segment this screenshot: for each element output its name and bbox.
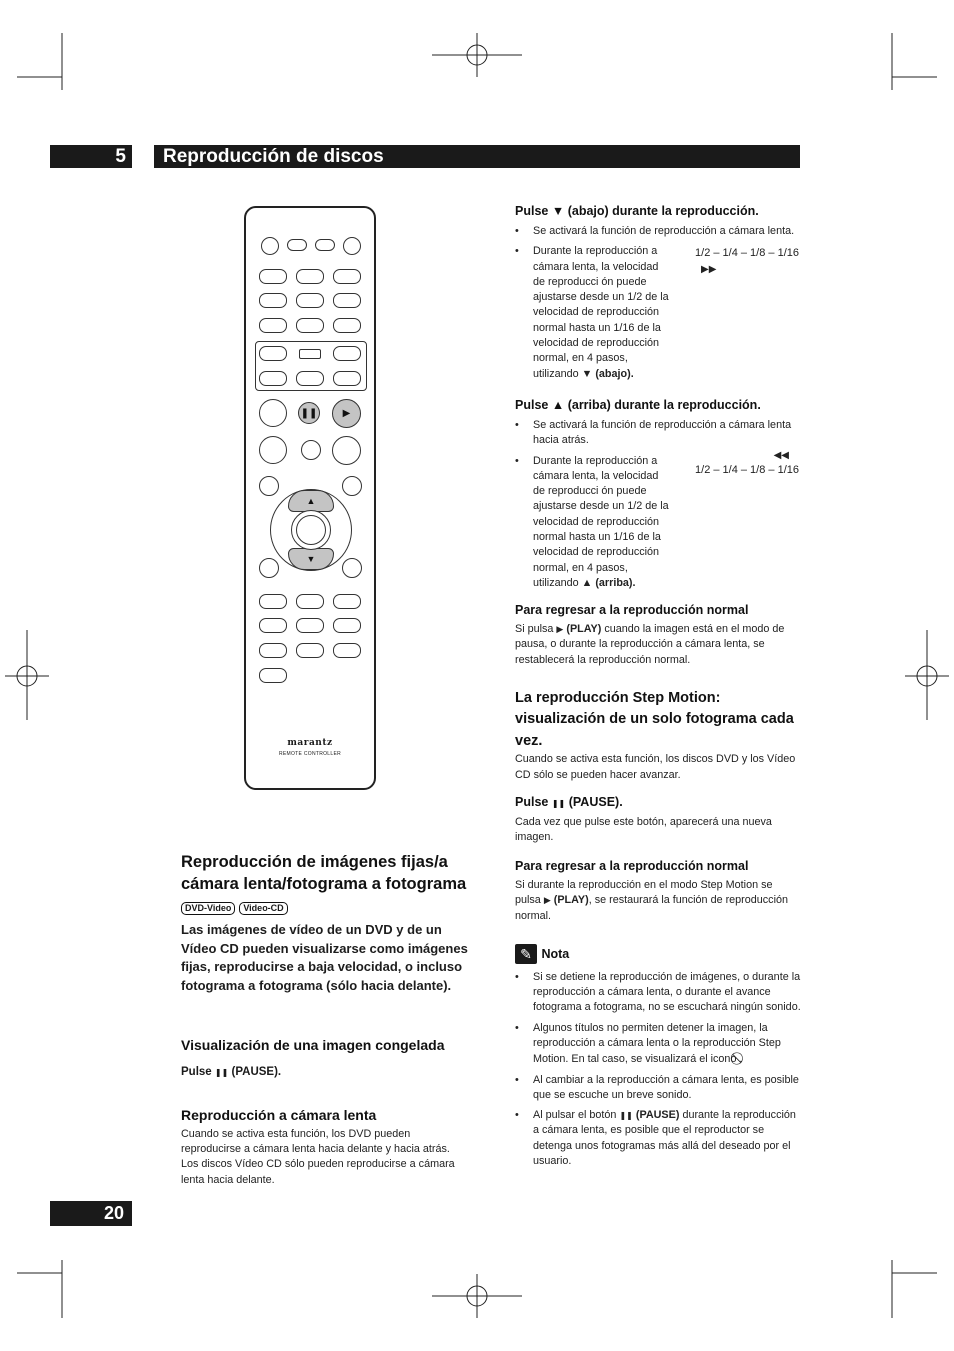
- remote-button: [333, 318, 361, 333]
- remote-pause-button: [298, 402, 320, 424]
- remote-button: [333, 346, 361, 361]
- return2-heading: Para regresar a la reproducción normal: [515, 859, 749, 874]
- remote-enter-inner: [296, 515, 326, 545]
- slow-text: Cuando se activa esta función, los DVD pueden reproducirse a cámara lenta hacia delante y hacia atrás. Los discos Vídeo CD sólo pueden reproducirse a cámara lenta hacia delante.: [181, 1128, 455, 1186]
- remote-button: [296, 643, 324, 658]
- remote-button: [333, 643, 361, 658]
- up-triangle-icon: ▲: [306, 496, 316, 506]
- remote-button: [296, 269, 324, 284]
- remote-brand-logo: marantz: [287, 738, 333, 748]
- speed-sequence-text: 1/2 – 1/4 – 1/8 – 1/16: [695, 247, 799, 260]
- step-pause-heading: [515, 795, 801, 809]
- step-down-detail: Durante la reproducción a cámara lenta, la velocidad de reproducci ón puede ajustarse desde un 1/2 de la velocidad de reproducción normal hasta un 1/16 de la velocidad de reproducción normal, en 4 pasos, utilizando: [533, 245, 669, 380]
- play-triangle-icon: ▶: [556, 624, 564, 635]
- remote-button: [259, 269, 287, 284]
- remote-button: [299, 349, 321, 359]
- list-item: [515, 449, 801, 592]
- remote-button: [261, 237, 279, 255]
- rewind-icon: • ◀◀: [773, 449, 789, 461]
- play-triangle-icon: ▶: [543, 895, 551, 906]
- remote-brand-sub: REMOTE CONTROLLER: [278, 751, 342, 757]
- remote-button: [296, 594, 324, 609]
- up-triangle-icon: ▲: [551, 397, 565, 412]
- up-triangle-icon: ▲: [581, 576, 593, 589]
- remote-control-illustration: [244, 206, 376, 790]
- slow-heading: Reproducción a cámara lenta: [181, 1107, 377, 1123]
- return-pre: Si pulsa: [515, 623, 554, 636]
- freeze-key: (PAUSE).: [231, 1066, 282, 1078]
- return-post: cuando la imagen está en el modo de pausa, o durante la reproducción a cámara lenta, se restablecerá la reproducción normal.: [515, 623, 785, 666]
- pencil-note-icon: ✎: [515, 944, 537, 964]
- freeze-instruction: [181, 1066, 281, 1078]
- list-item: • Algunos títulos no permiten detener la imagen, la reproducción a cámara lenta o la reproducción Step Motion. En tal caso, se visualizará el icono .: [515, 1021, 801, 1068]
- remote-up-button: [288, 490, 334, 512]
- remote-button: [259, 399, 287, 427]
- return2-text: [515, 878, 801, 924]
- section-heading: [181, 851, 481, 895]
- remote-play-button: [332, 399, 361, 428]
- badge-video-cd: Video-CD: [239, 902, 287, 915]
- section-heading-line: cámara lenta/fotograma a fotograma: [181, 875, 467, 893]
- pause-icon: ❚❚: [300, 407, 318, 419]
- remote-button: [333, 594, 361, 609]
- return-key: (PLAY): [566, 623, 602, 636]
- step-motion-heading: La reproducción Step Motion: visualización de un solo fotograma cada vez.: [515, 689, 794, 749]
- remote-button: [259, 643, 287, 658]
- remote-button: [315, 239, 335, 251]
- step-up-detail: Durante la reproducción a cámara lenta, la velocidad de reproducci ón puede ajustarse desde un 1/2 de la velocidad de reproducción normal hasta un 1/16 de la velocidad de reproducción normal, en 4 pasos, utilizando: [533, 454, 669, 589]
- remote-button: [296, 293, 324, 308]
- remote-button: [259, 318, 287, 333]
- list-item: • Si se detiene la reproducción de imágenes, o durante la reproducción a cámara lenta, o durante el avance fotograma a fotograma, no se escuchará ningún sonido.: [515, 970, 801, 1016]
- remote-button: [296, 371, 324, 386]
- speed-sequence: [695, 246, 799, 277]
- remote-button: [259, 668, 287, 683]
- step-pause-pre: Pulse: [515, 794, 549, 809]
- down-triangle-icon: ▼: [581, 367, 593, 380]
- note-b4-post: durante la reproducción a cámara lenta, es posible que el reproductor se detenga unos fotogramas más allá del deseado por el usuario.: [533, 1109, 796, 1168]
- remote-button: [342, 558, 362, 578]
- remote-button: [259, 346, 287, 361]
- pause-icon: ❚❚: [214, 1068, 229, 1077]
- step-up-heading: [515, 398, 801, 412]
- chapter-number: 5: [50, 145, 132, 168]
- badge-dvd-video: DVD-Video: [181, 902, 235, 915]
- remote-button: [287, 239, 307, 251]
- down-triangle-icon: ▼: [551, 204, 565, 218]
- freeze-heading: Visualización de una imagen congelada: [181, 1037, 445, 1053]
- pause-icon: ❚❚: [619, 1111, 633, 1121]
- step-down-pre: Pulse: [515, 204, 549, 218]
- remote-button: [333, 293, 361, 308]
- speed-sequence-text: 1/2 – 1/4 – 1/8 – 1/16: [695, 463, 799, 476]
- return-text: [515, 622, 801, 668]
- list-item: • Se activará la función de reproducción a cámara lenta hacia atrás.: [515, 418, 801, 449]
- remote-button: [333, 618, 361, 633]
- note-b4-key: (PAUSE): [635, 1109, 680, 1122]
- remote-button: [259, 558, 279, 578]
- remote-button: [333, 269, 361, 284]
- pause-icon: ❚❚: [551, 798, 566, 808]
- remote-button: [259, 618, 287, 633]
- remote-button: [333, 371, 361, 386]
- list-item: • Se activará la función de reproducción a cámara lenta.: [515, 224, 801, 239]
- intro-text: Las imágenes de vídeo de un DVD y de un Vídeo CD pueden visualizarse como imágenes fijas, reproducirse a baja velocidad, o incluso fotograma a fotograma (sólo hacia delante).: [181, 922, 468, 993]
- step-pause-key: (PAUSE).: [568, 794, 623, 809]
- right-column: [515, 204, 801, 1174]
- step-down-list: [515, 224, 801, 382]
- remote-button: [343, 237, 361, 255]
- play-triangle-icon: ▶: [342, 408, 351, 419]
- step-motion-text: Cuando se activa esta función, los discos DVD y los Vídeo CD sólo se pueden hacer avanzar.: [515, 753, 796, 781]
- remote-down-button: [288, 548, 334, 570]
- freeze-pre: Pulse: [181, 1066, 212, 1078]
- section-heading-line: Reproducción de imágenes fijas/a: [181, 853, 448, 871]
- list-item: [515, 244, 801, 382]
- remote-button: [259, 476, 279, 496]
- note-list: [515, 970, 801, 1170]
- speed-sequence: [695, 448, 799, 479]
- note-b2: Algunos títulos no permiten detener la imagen, la reproducción a cámara lenta o la reproducción Step Motion. En tal caso, se visualizará el icono: [533, 1021, 781, 1066]
- remote-button: [342, 476, 362, 496]
- fast-forward-icon: ▶▶: [701, 263, 717, 275]
- remote-button: [296, 618, 324, 633]
- remote-button: [296, 318, 324, 333]
- page-number: 20: [50, 1201, 132, 1226]
- step-up-pre: Pulse: [515, 397, 549, 412]
- step-up-post: (arriba) durante la reproducción.: [567, 397, 761, 412]
- list-item: • Al cambiar a la reproducción a cámara lenta, es posible que se escuche un breve sonido.: [515, 1073, 801, 1104]
- step-down-detail-key: (abajo).: [595, 367, 634, 380]
- return2-key: (PLAY): [553, 894, 589, 907]
- chapter-title: Reproducción de discos: [154, 145, 800, 168]
- note-b4-pre: Al pulsar el botón: [533, 1109, 617, 1122]
- remote-button: [259, 436, 287, 464]
- return-heading: Para regresar a la reproducción normal: [515, 603, 749, 618]
- remote-button: [332, 436, 361, 465]
- return2-pre: Si durante la reproducción en el modo Step Motion se pulsa: [515, 879, 773, 907]
- remote-button: [259, 293, 287, 308]
- disc-badges: [181, 898, 292, 916]
- step-up-list: [515, 418, 801, 591]
- remote-button: [259, 594, 287, 609]
- remote-button: [259, 371, 287, 386]
- step-up-detail-key: (arriba).: [595, 576, 636, 589]
- note-header: [515, 944, 801, 964]
- return2-post: , se restaurará la función de reproducción normal.: [515, 894, 788, 922]
- list-item: [515, 1108, 801, 1169]
- step-down-post: (abajo) durante la reproducción.: [567, 204, 759, 218]
- remote-button: [301, 440, 321, 460]
- step-down-heading: [515, 204, 801, 218]
- step-pause-text: Cada vez que pulse este botón, aparecerá una nueva imagen.: [515, 815, 772, 843]
- note-title: Nota: [541, 946, 570, 961]
- down-triangle-icon: ▼: [306, 554, 316, 564]
